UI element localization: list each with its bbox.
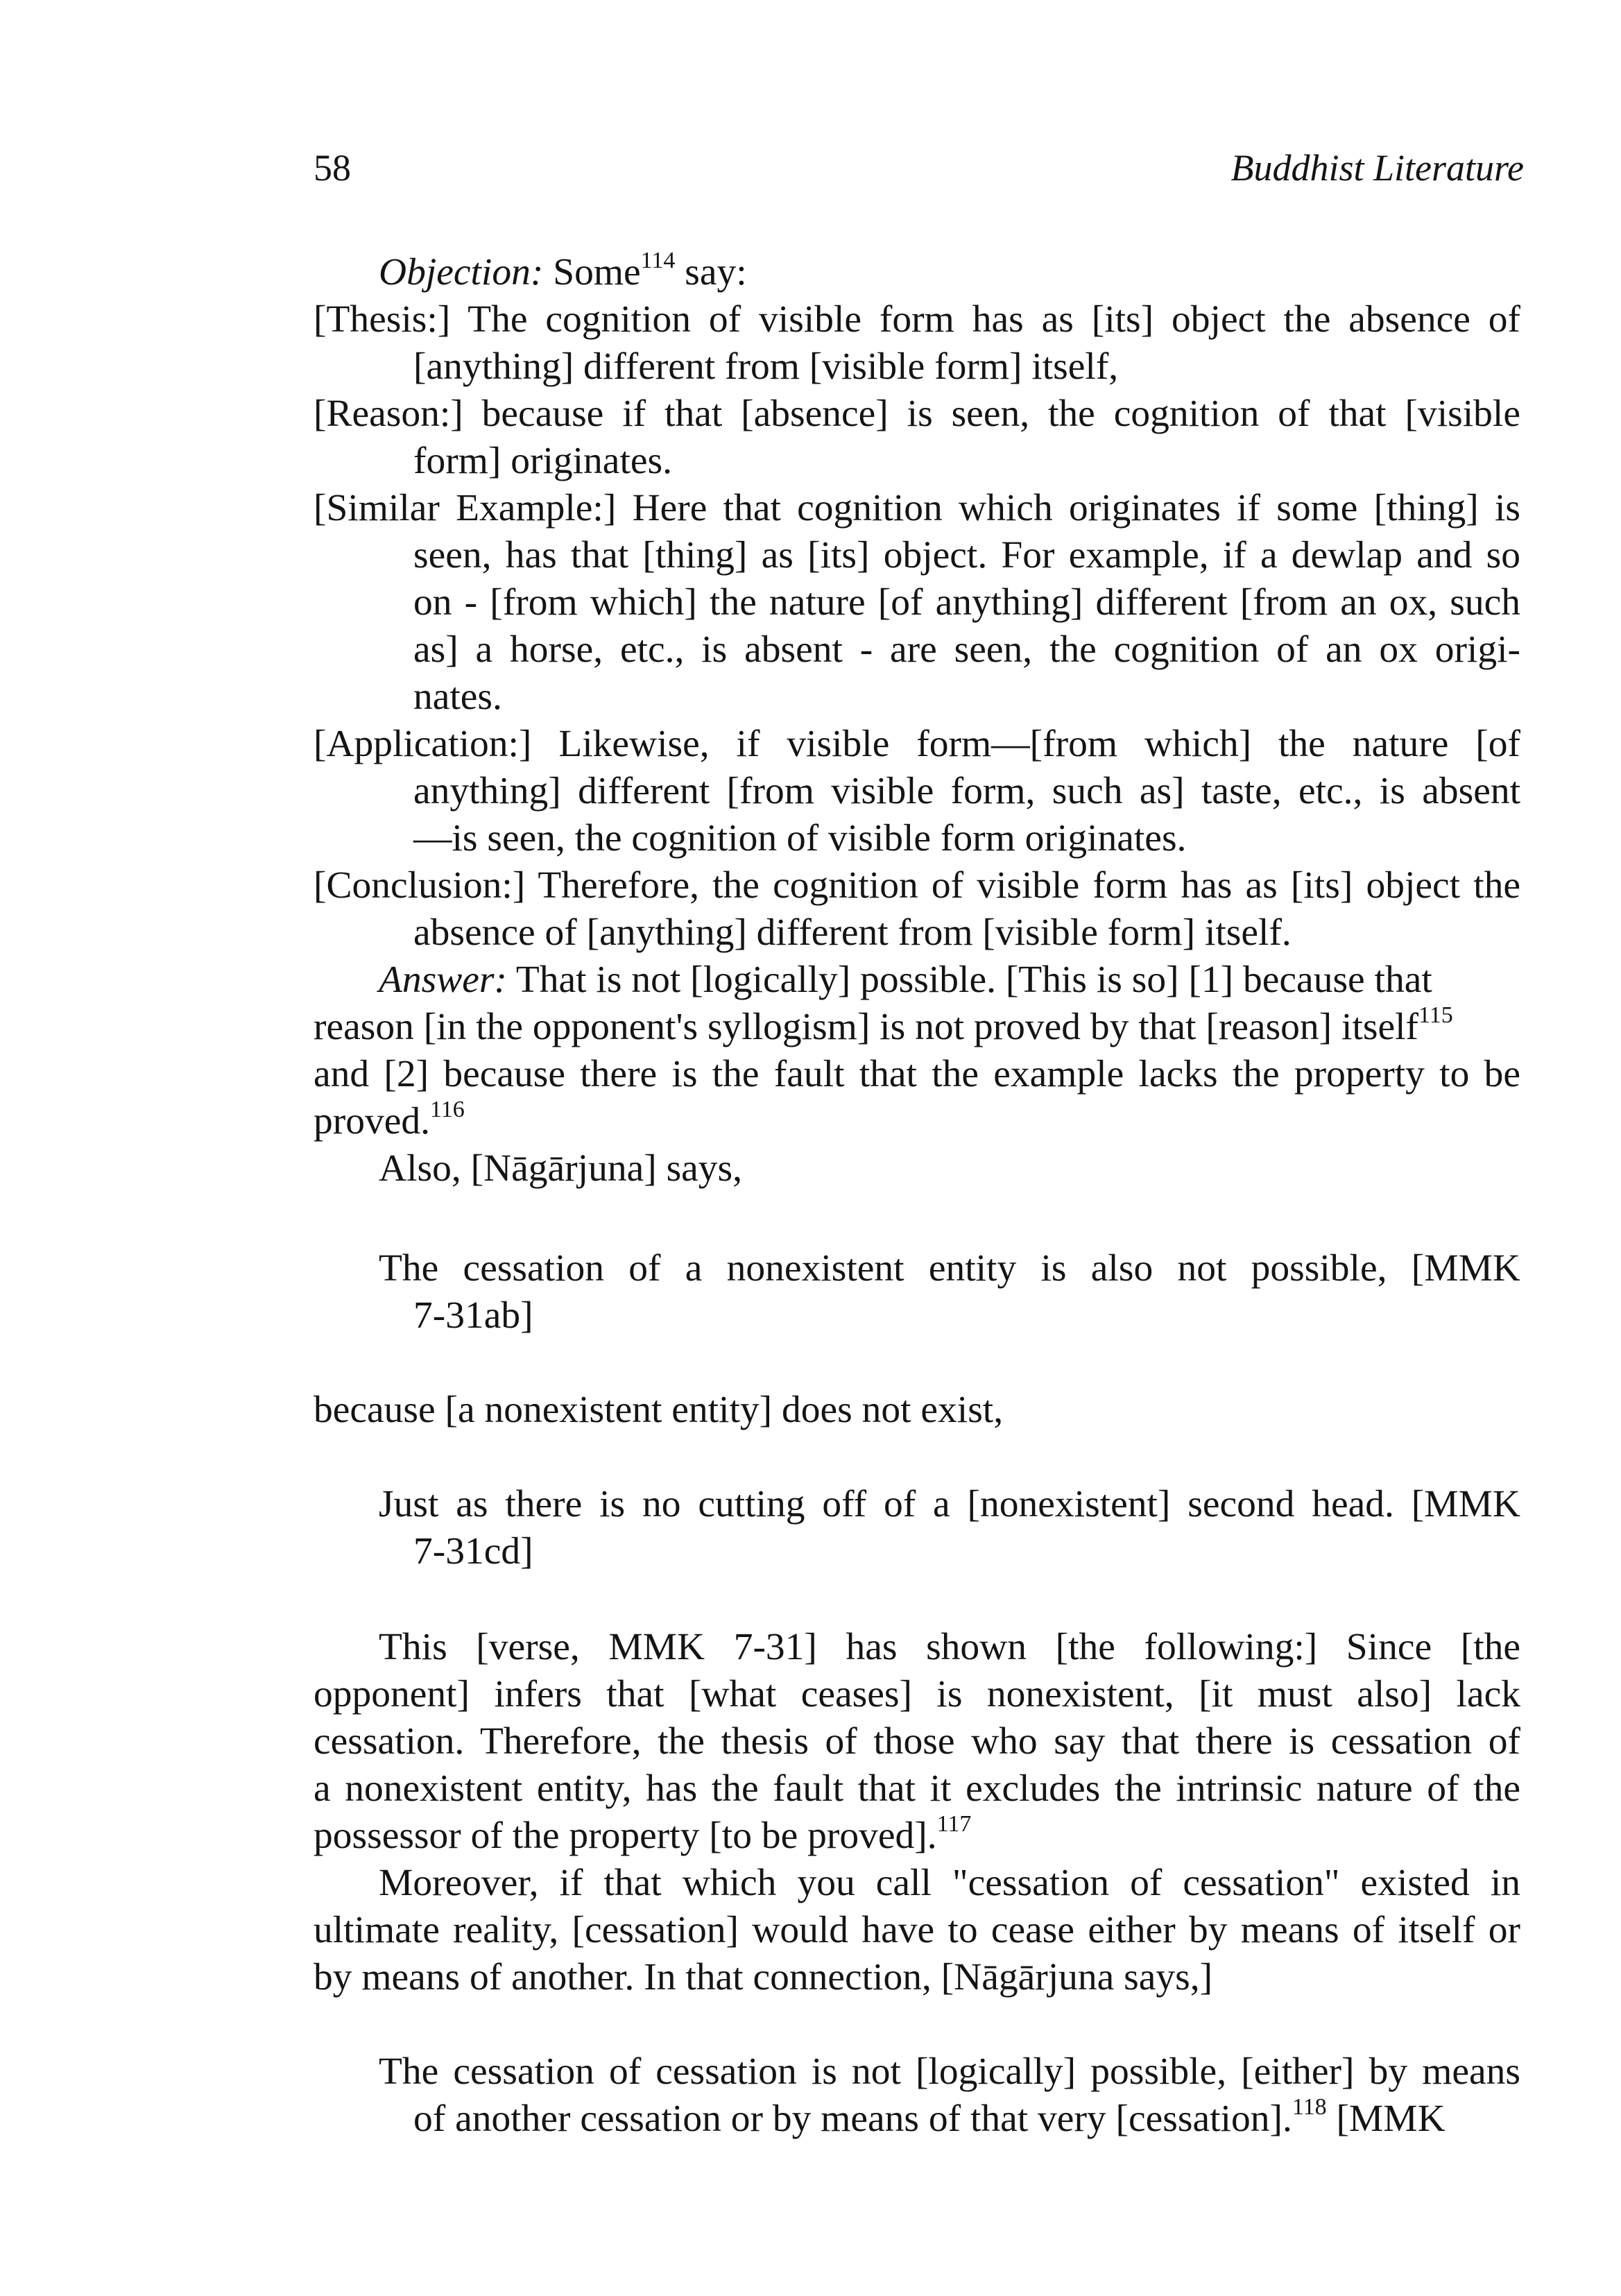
answer-line-1: [379, 957, 1520, 1003]
footnote-ref-117: 117: [936, 1811, 972, 1837]
application-line-2: anything] different [from visible form, such as] taste, etc., is absent: [413, 770, 1520, 812]
para1-text-5: possessor of the property [to be proved].: [314, 1815, 937, 1857]
verse1-line-1: The cessation of a nonexistent entity is also not possible, [MMK: [379, 1247, 1520, 1290]
objection-say: say:: [675, 251, 747, 293]
para1-line-2: opponent] infers that [what ceases] is nonexistent, [it must also] lack: [314, 1673, 1520, 1715]
para1-line-3: cessation. Therefore, the thesis of those who say that there is cessation of: [314, 1720, 1520, 1763]
para1-line-5: [314, 1813, 971, 1859]
verse3-line-2: [413, 2096, 1446, 2142]
footnote-ref-116: 116: [430, 1097, 465, 1122]
answer-text: That is not [logically] possible. [This is so] [1] because that: [506, 959, 1432, 1001]
because-line: because [a nonexistent entity] does not exist,: [314, 1389, 1004, 1431]
example-line-5: nates.: [413, 676, 502, 718]
page-number: 58: [314, 147, 351, 189]
verse1-line-2: 7-31ab]: [413, 1294, 533, 1337]
answer-line-2: [314, 1004, 1453, 1050]
verse3-line-1: The cessation of cessation is not [logically] possible, [either] by means: [379, 2050, 1520, 2093]
thesis-line-1: [Thesis:] The cognition of visible form has as [its] object the absence of: [314, 298, 1520, 341]
example-line-2: seen, has that [thing] as [its] object. For example, if a dewlap and so: [413, 534, 1520, 576]
conclusion-line-1: [Conclusion:] Therefore, the cognition of visible form has as [its] object the: [314, 864, 1520, 907]
answer-line-3: and [2] because there is the fault that the example lacks the property to be: [314, 1053, 1520, 1095]
example-line-1: [Similar Example:] Here that cognition which originates if some [thing] is: [314, 487, 1520, 529]
example-line-4: as] a horse, etc., is absent - are seen, the cognition of an ox origi-: [413, 628, 1520, 671]
verse2-line-2: 7-31cd]: [413, 1530, 533, 1573]
reason-line-2: form] originates.: [413, 440, 672, 482]
para2-line-3: by means of another. In that connection, [Nāgārjuna says,]: [314, 1956, 1213, 1998]
para1-line-1: This [verse, MMK 7-31] has shown [the following:] Since [the: [379, 1626, 1520, 1668]
reason-line-1: [Reason:] because if that [absence] is seen, the cognition of that [visible: [314, 393, 1520, 435]
para2-line-1: Moreover, if that which you call "cessation of cessation" existed in: [379, 1862, 1520, 1904]
para2-line-2: ultimate reality, [cessation] would have to cease either by means of itself or: [314, 1909, 1520, 1951]
objection-label: Objection:: [379, 251, 544, 293]
answer-text-4: proved.: [314, 1100, 430, 1142]
answer-label: Answer:: [379, 959, 507, 1001]
footnote-ref-115: 115: [1418, 1002, 1453, 1028]
conclusion-line-2: absence of [anything] different from [visible form] itself.: [413, 911, 1292, 954]
also-says-line: Also, [Nāgārjuna] says,: [379, 1147, 743, 1190]
verse3-tail: [MMK: [1326, 2098, 1446, 2140]
objection-line: [379, 250, 747, 295]
example-line-3: on - [from which] the nature [of anything] different [from an ox, such: [413, 581, 1520, 624]
running-head: Buddhist Literature: [1230, 147, 1524, 189]
footnote-ref-114: 114: [640, 248, 676, 273]
footnote-ref-118: 118: [1292, 2094, 1327, 2120]
application-line-1: [Application:] Likewise, if visible form—[from which] the nature [of: [314, 723, 1520, 765]
objection-lead: Some: [553, 251, 641, 293]
answer-line-4: [314, 1099, 465, 1145]
verse3-text-2: of another cessation or by means of that very [cessation].: [413, 2098, 1292, 2140]
application-line-3: —is seen, the cognition of visible form originates.: [413, 817, 1187, 859]
answer-text-2: reason [in the opponent's syllogism] is not proved by that [reason] itself: [314, 1006, 1418, 1048]
thesis-line-2: [anything] different from [visible form] itself,: [413, 345, 1119, 388]
verse2-line-1: Just as there is no cutting off of a [nonexistent] second head. [MMK: [379, 1483, 1520, 1525]
para1-line-4: a nonexistent entity, has the fault that it excludes the intrinsic nature of the: [314, 1767, 1520, 1810]
